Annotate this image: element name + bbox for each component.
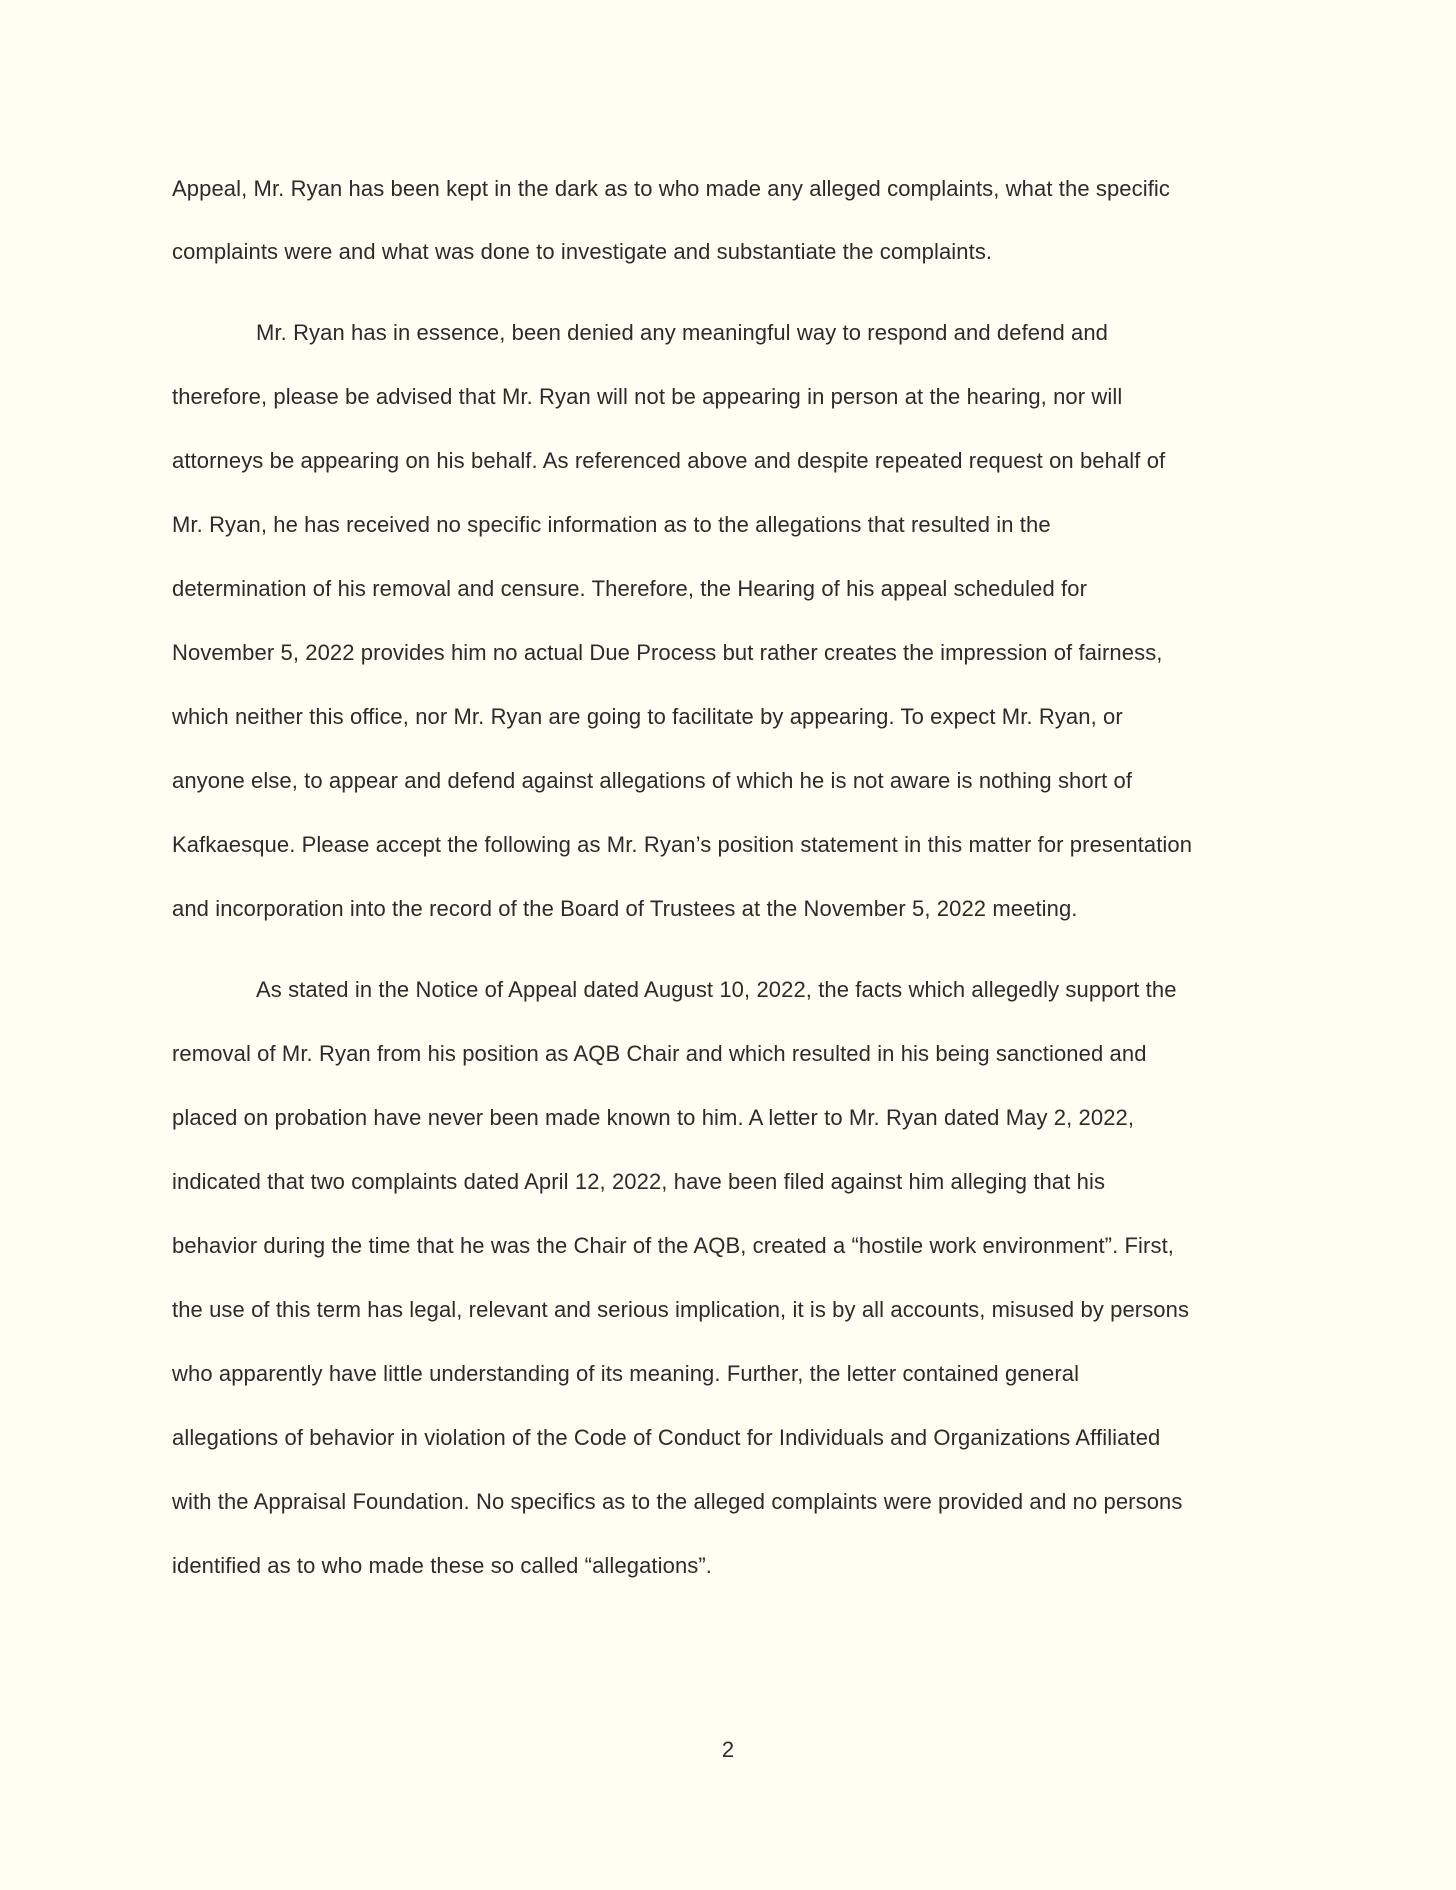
paragraph-3-line-6: the use of this term has legal, relevant and serious implication, it is by all accounts, misused by persons — [172, 1297, 1190, 1322]
paragraph-2-line-10: and incorporation into the record of the Board of Trustees at the November 5, 2022 meeting. — [172, 896, 1078, 921]
paragraph-2-line-3: attorneys be appearing on his behalf. As referenced above and despite repeated request on behalf of — [172, 448, 1166, 473]
paragraph-1-line-1: Appeal, Mr. Ryan has been kept in the dark as to who made any alleged complaints, what the specific — [172, 176, 1171, 201]
paragraph-2-line-9: Kafkaesque. Please accept the following as Mr. Ryan’s position statement in this matter for presentation — [172, 832, 1193, 857]
paragraph-3-line-3: placed on probation have never been made known to him. A letter to Mr. Ryan dated May 2, 2022, — [172, 1105, 1135, 1130]
paragraph-3-line-10: identified as to who made these so called “allegations”. — [172, 1553, 713, 1578]
paragraph-3-line-4: indicated that two complaints dated April 12, 2022, have been filed against him alleging that his — [172, 1169, 1106, 1194]
paragraph-2-line-1: Mr. Ryan has in essence, been denied any meaningful way to respond and defend and — [256, 320, 1109, 345]
paragraph-1-line-2: complaints were and what was done to investigate and substantiate the complaints. — [172, 239, 993, 264]
paragraph-2-line-7: which neither this office, nor Mr. Ryan are going to facilitate by appearing. To expect Mr. Ryan, or — [172, 704, 1123, 729]
paragraph-2-line-8: anyone else, to appear and defend against allegations of which he is not aware is nothing short of — [172, 768, 1133, 793]
paragraph-3-line-7: who apparently have little understanding of its meaning. Further, the letter contained general — [172, 1361, 1080, 1386]
page-number: 2 — [721, 1737, 735, 1762]
paragraph-2-line-6: November 5, 2022 provides him no actual Due Process but rather creates the impression of fairness, — [172, 640, 1163, 665]
paragraph-2-line-5: determination of his removal and censure. Therefore, the Hearing of his appeal scheduled for — [172, 576, 1087, 601]
paragraph-2-line-2: therefore, please be advised that Mr. Ryan will not be appearing in person at the hearing, nor will — [172, 384, 1123, 409]
paragraph-3-line-2: removal of Mr. Ryan from his position as AQB Chair and which resulted in his being sanctioned and — [172, 1041, 1147, 1066]
paragraph-2-line-4: Mr. Ryan, he has received no specific information as to the allegations that resulted in the — [172, 512, 1051, 537]
paragraph-3-line-8: allegations of behavior in violation of the Code of Conduct for Individuals and Organizations Affiliated — [172, 1425, 1161, 1450]
paragraph-3-line-9: with the Appraisal Foundation. No specifics as to the alleged complaints were provided and no persons — [172, 1489, 1183, 1514]
paragraph-3-line-1: As stated in the Notice of Appeal dated August 10, 2022, the facts which allegedly support the — [256, 977, 1177, 1002]
paragraph-3-line-5: behavior during the time that he was the Chair of the AQB, created a “hostile work environment”. First, — [172, 1233, 1174, 1258]
